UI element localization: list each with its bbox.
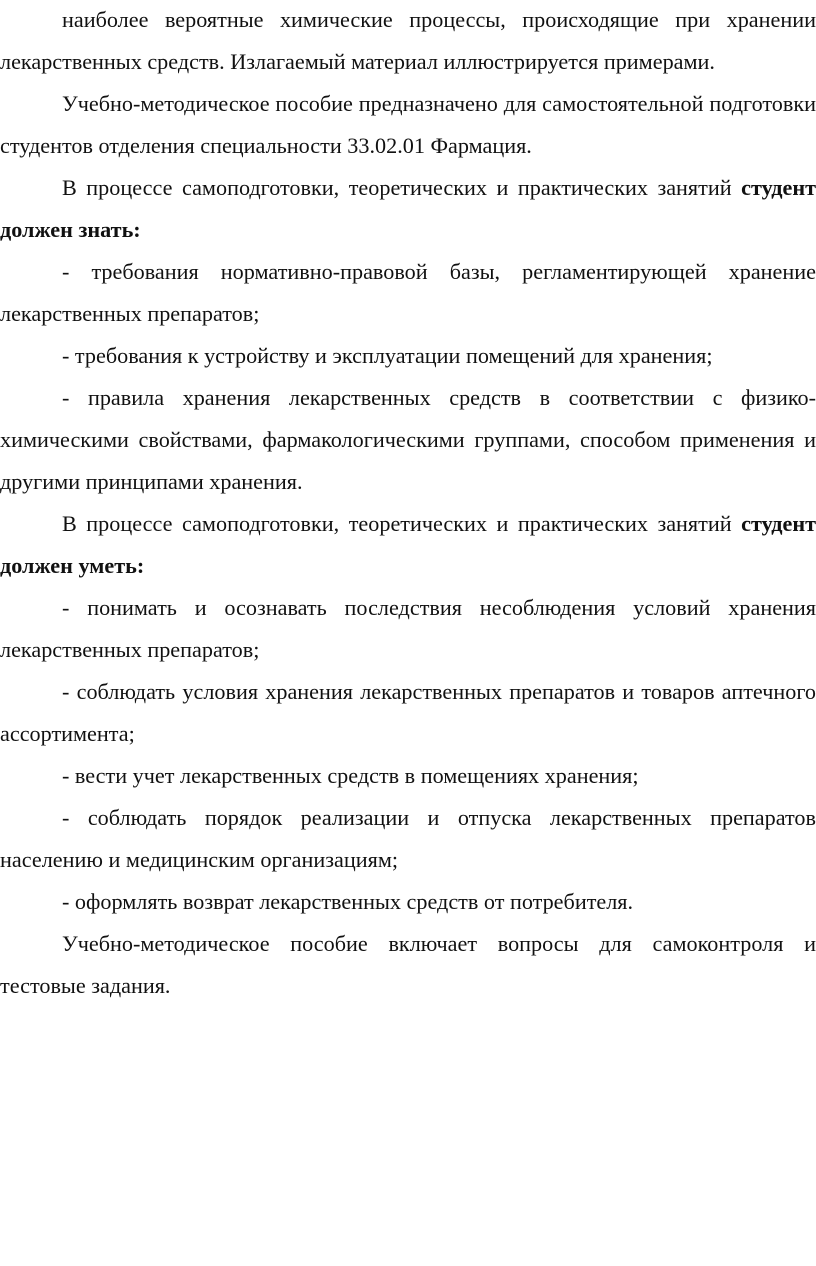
list-item-know-2 (0, 335, 816, 377)
paragraph-contents (0, 923, 816, 1007)
list-item-text: - понимать и осознавать последствия несоблюдения условий хранения лекарственных препаратов; (0, 595, 816, 662)
list-item-able-4 (0, 797, 816, 881)
list-item-text: - требования к устройству и эксплуатации помещений для хранения; (62, 343, 713, 368)
list-item-know-3 (0, 377, 816, 503)
list-item-text: - требования нормативно-правовой базы, регламентирующей хранение лекарственных препаратов; (0, 259, 816, 326)
list-item-able-1 (0, 587, 816, 671)
paragraph-purpose (0, 83, 816, 167)
list-item-text: - вести учет лекарственных средств в помещениях хранения; (62, 763, 639, 788)
paragraph-text: В процессе самоподготовки, теоретических и практических занятий (62, 175, 732, 200)
paragraph-text: Учебно-методическое пособие включает вопросы для самоконтроля и тестовые задания. (0, 931, 816, 998)
list-item-text: - правила хранения лекарственных средств в соответствии с физико-химическими свойствами, фармакологическими группами, способом применения и другими принципами хранения. (0, 385, 816, 494)
paragraph-able-heading (0, 503, 816, 587)
list-item-able-2 (0, 671, 816, 755)
paragraph-text: наиболее вероятные химические процессы, происходящие при хранении лекарственных средств. Излагаемый материал иллюстрируется примерами. (0, 7, 816, 74)
list-item-text: - соблюдать порядок реализации и отпуска лекарственных препаратов населению и медицинским организациям; (0, 805, 816, 872)
list-item-able-5 (0, 881, 816, 923)
paragraph-intro-continued (0, 0, 816, 83)
list-item-know-1 (0, 251, 816, 335)
paragraph-know-heading (0, 167, 816, 251)
paragraph-text: В процессе самоподготовки, теоретических и практических занятий (62, 511, 732, 536)
list-item-text: - оформлять возврат лекарственных средств от потребителя. (62, 889, 634, 914)
paragraph-text: Учебно-методическое пособие предназначено для самостоятельной подготовки студентов отделения специальности 33.02.01 Фармация. (0, 91, 816, 158)
student-must-know-label: студент должен знать: (0, 175, 816, 242)
list-item-able-3 (0, 755, 816, 797)
student-must-be-able-label: студент должен уметь: (0, 511, 816, 578)
list-item-text: - соблюдать условия хранения лекарственных препаратов и товаров аптечного ассортимента; (0, 679, 816, 746)
